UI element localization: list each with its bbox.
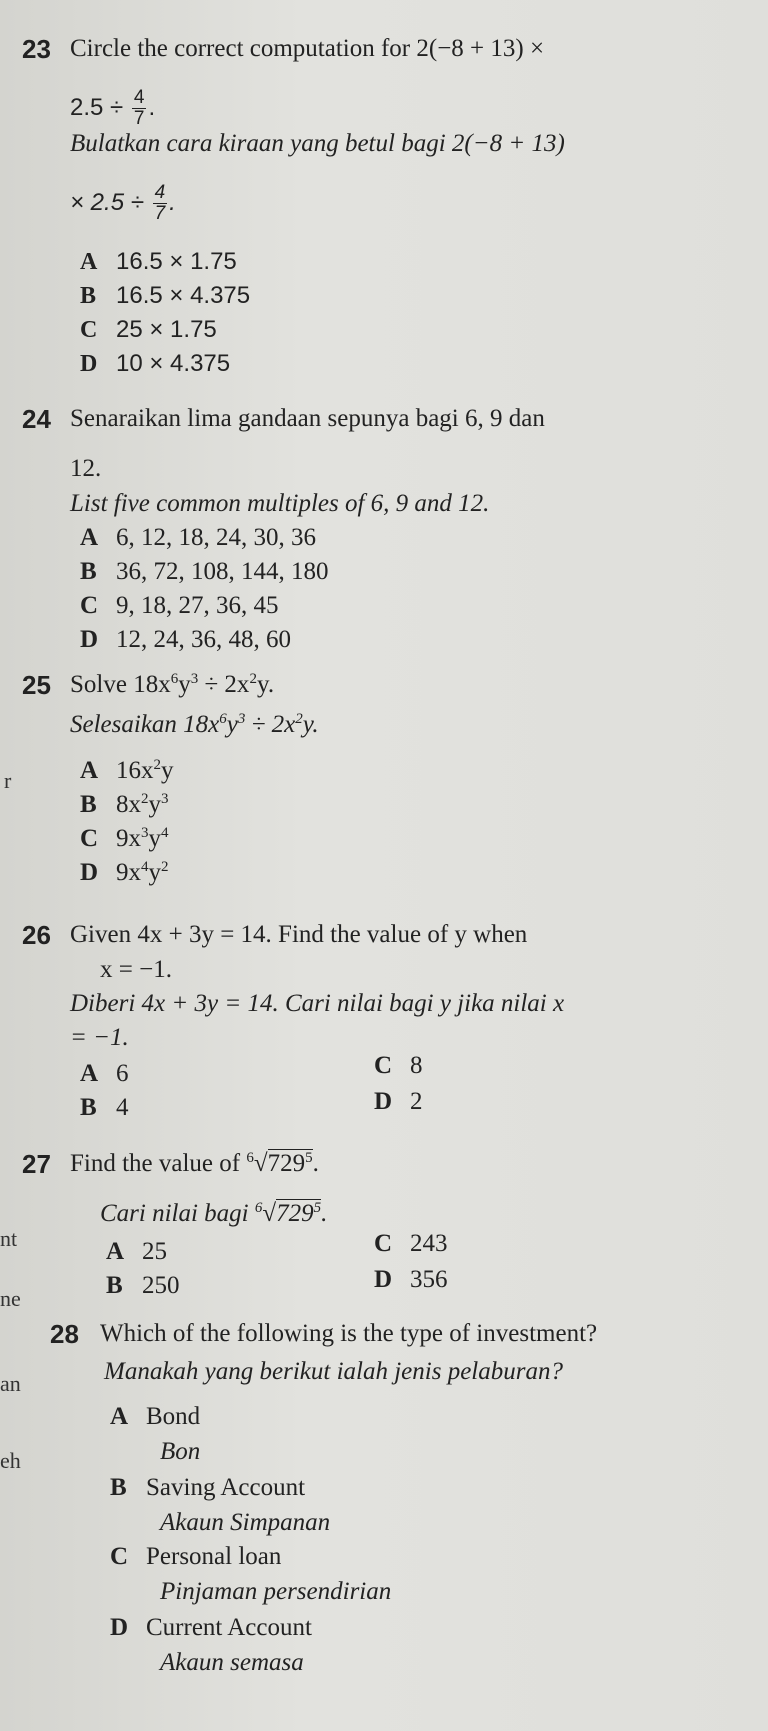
option-b[interactable]: B Saving Account [110, 1474, 306, 1501]
option-a[interactable]: A Bond [110, 1403, 201, 1430]
question-text-ms-line2: 12. [70, 455, 102, 482]
question-number: 27 [22, 1149, 51, 1179]
option-c-translation: Pinjaman persendirian [160, 1578, 392, 1605]
option-c[interactable]: C 8 [374, 1052, 423, 1079]
option-d[interactable]: D Current Account [110, 1614, 312, 1641]
question-text-ms: Diberi 4x + 3y = 14. Cari nilai bagi y jika nilai x [70, 990, 565, 1017]
question-text-ms: Selesaikan $18x^6y^3 \div 2x^2y$. [70, 711, 319, 738]
option-d[interactable]: D 356 [374, 1266, 448, 1293]
question-text-ms: Manakah yang berikut ialah jenis pelaburan? [104, 1358, 563, 1385]
question-text-en: Which of the following is the type of investment? [100, 1320, 598, 1347]
question-text-ms-line2: = −1. [70, 1024, 129, 1051]
option-a[interactable]: A 6, 12, 18, 24, 30, 36 [80, 524, 316, 551]
option-a-translation: Bon [160, 1438, 201, 1465]
margin-note: nt [0, 1226, 18, 1251]
option-c[interactable]: C 25 × 1.75 [80, 316, 217, 343]
option-b[interactable]: B 36, 72, 108, 144, 180 [80, 558, 329, 585]
question-text-ms: Cari nilai bagi $^6√729^5$. [100, 1200, 328, 1227]
option-d-translation: Akaun semasa [160, 1649, 304, 1676]
option-b[interactable]: B 250 [106, 1272, 180, 1299]
question-text-en: Given 4x + 3y = 14. Find the value of y when [70, 921, 528, 948]
margin-note: eh [0, 1448, 21, 1473]
question-text-en-line2: x = −1. [100, 956, 172, 983]
question-number: 24 [22, 404, 51, 434]
option-a[interactable]: A 25 [106, 1238, 167, 1265]
option-a[interactable]: A 16.5 × 1.75 [80, 248, 237, 275]
option-d[interactable]: D $9x^4y^2$ [80, 859, 169, 886]
option-d[interactable]: D 2 [374, 1088, 423, 1115]
option-d[interactable]: D 12, 24, 36, 48, 60 [80, 626, 291, 653]
question-text-en: Circle the correct computation for 2(−8 + 13) × [70, 35, 545, 62]
question-number: 28 [50, 1319, 79, 1349]
question-number: 23 [22, 34, 51, 64]
question-text-en: List five common multiples of 6, 9 and 12. [70, 490, 490, 517]
option-a[interactable]: A $16x^2y$ [80, 757, 174, 784]
question-number: 26 [22, 920, 51, 950]
option-c[interactable]: C 9, 18, 27, 36, 45 [80, 592, 279, 619]
question-text-en-line2: 2.5 ÷ $\frac{4}{7}$ . [70, 87, 156, 129]
question-text-en: Find the value of $^6√729^5$. [70, 1150, 319, 1177]
option-b[interactable]: B 4 [80, 1094, 129, 1121]
fraction: $\frac{4}{7}$ [133, 87, 145, 129]
option-b[interactable]: B 16.5 × 4.375 [80, 282, 251, 309]
question-text-ms: Senaraikan lima gandaan sepunya bagi 6, 9 dan [70, 405, 545, 432]
margin-note: ne [0, 1286, 21, 1311]
question-text-ms-line2: × 2.5 ÷ $\frac{4}{7}$ . [70, 182, 176, 224]
option-c[interactable]: C 243 [374, 1230, 448, 1257]
question-text-en: Solve $18x^6y^3 \div 2x^2y$. [70, 671, 275, 698]
option-b-translation: Akaun Simpanan [160, 1509, 331, 1536]
question-text-ms: Bulatkan cara kiraan yang betul bagi 2(−8 + 13) [70, 130, 565, 157]
option-c[interactable]: C $9x^3y^4$ [80, 825, 169, 852]
fraction: $\frac{4}{7}$ [154, 182, 166, 224]
option-d[interactable]: D 10 × 4.375 [80, 350, 231, 377]
question-number: 25 [22, 670, 51, 700]
option-b[interactable]: B $8x^2y^3$ [80, 791, 169, 818]
option-a[interactable]: A 6 [80, 1060, 129, 1087]
margin-note: an [0, 1371, 21, 1396]
margin-note: r [4, 768, 12, 793]
option-c[interactable]: C Personal loan [110, 1543, 282, 1570]
